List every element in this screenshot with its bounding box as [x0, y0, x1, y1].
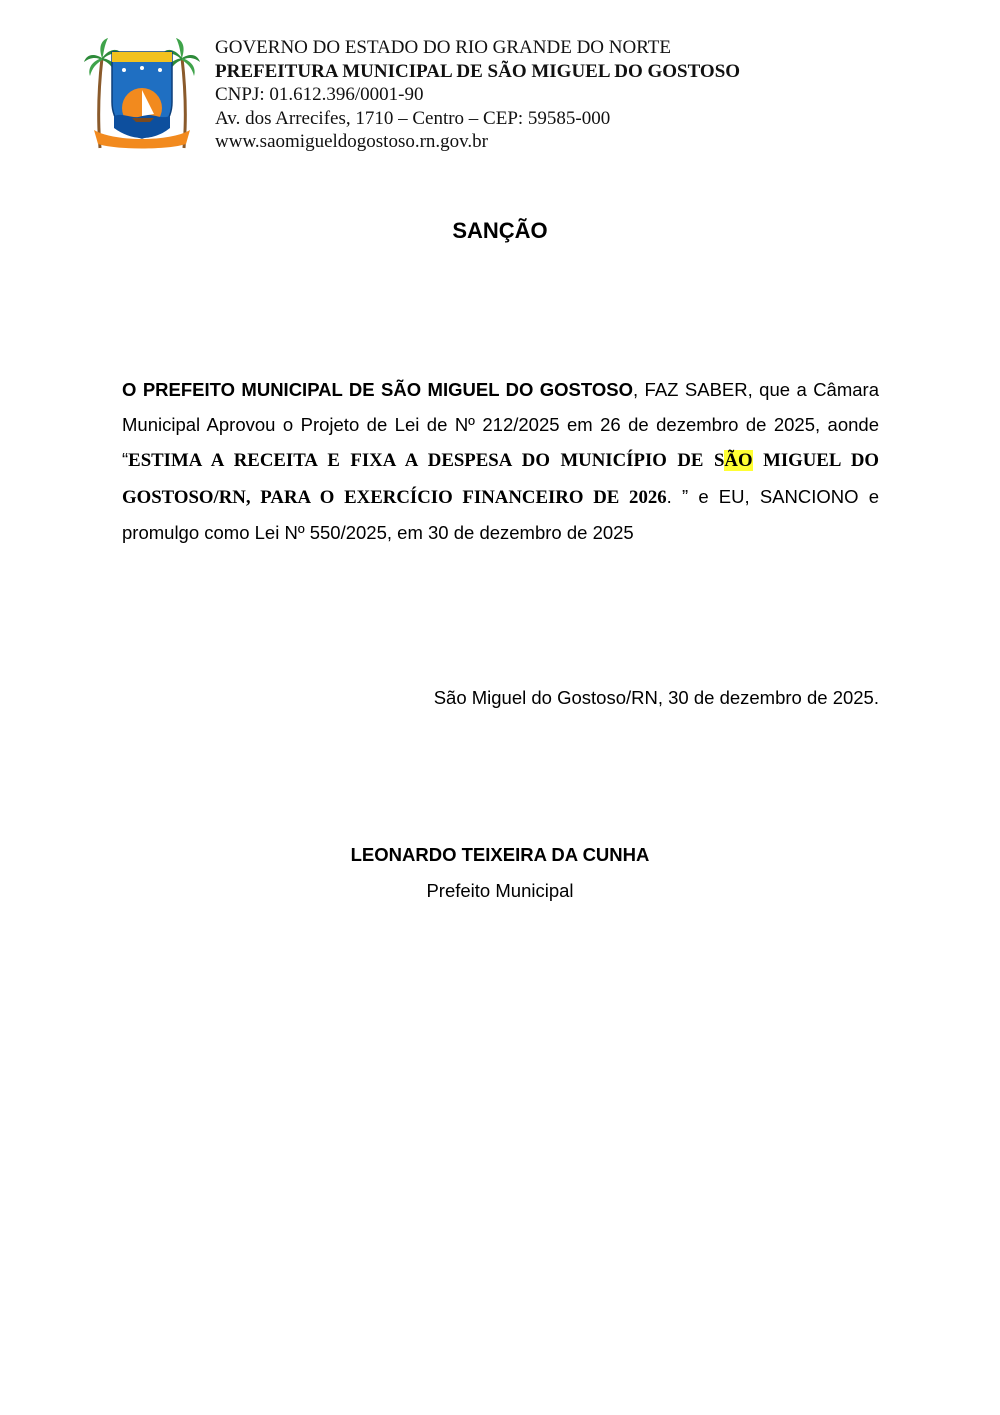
- ementa-after: MIGUEL DO GOSTOSO/RN, PARA O EXERCÍCIO FINANCEIRO DE 2026: [122, 450, 879, 508]
- website-line: www.saomigueldogostoso.rn.gov.br: [215, 131, 489, 152]
- body-part-1: , FAZ SABER, que a Câmara Municipal Aprovou o Projeto de Lei de Nº 212/2025 em 26 de dezembro de 2025, aonde “: [122, 379, 879, 471]
- ementa-before: ESTIMA A RECEITA E FIXA A DESPESA DO MUNICÍPIO DE S: [128, 450, 725, 472]
- letterhead: [215, 36, 740, 154]
- signer-role: Prefeito Municipal: [426, 879, 574, 901]
- state-government-line: GOVERNO DO ESTADO DO RIO GRANDE DO NORTE: [215, 37, 671, 58]
- place-and-date: São Miguel do Gostoso/RN, 30 de dezembro de 2025.: [433, 687, 879, 708]
- ementa-highlight: ÃO: [724, 450, 753, 472]
- signer-name: LEONARDO TEIXEIRA DA CUNHA: [350, 844, 650, 865]
- mayor-lead: O PREFEITO MUNICIPAL DE SÃO MIGUEL DO GOSTOSO: [122, 379, 633, 400]
- municipal-crest-logo: [84, 38, 200, 150]
- signature-block: [0, 837, 1000, 908]
- cnpj-line: CNPJ: 01.612.396/0001-90: [215, 84, 424, 105]
- body-part-2: . ” e EU, SANCIONO e promulgo como Lei Nº 550/2025, em 30 de dezembro de 2025: [122, 485, 879, 543]
- address-line: Av. dos Arrecifes, 1710 – Centro – CEP: 59585-000: [215, 107, 611, 129]
- city-hall-name: PREFEITURA MUNICIPAL DE SÃO MIGUEL DO GOSTOSO: [215, 60, 741, 82]
- document-title: SANÇÃO: [452, 218, 548, 243]
- sanction-paragraph: [122, 372, 879, 550]
